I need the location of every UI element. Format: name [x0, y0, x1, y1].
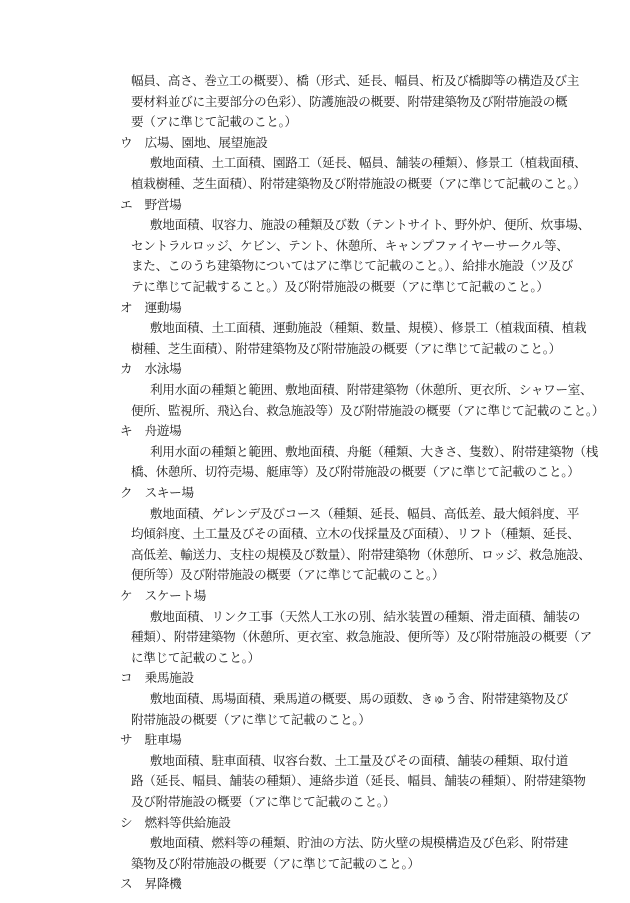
text-line: 及び附帯施設の概要（アに準じて記載のこと。） — [131, 794, 396, 809]
text-line: 橋、休憩所、切符売場、艇庫等）及び附帯施設の概要（アに準じて記載のこと。） — [131, 464, 580, 480]
section-heading: シ 燃料等供給施設 — [120, 814, 231, 830]
section-heading: エ 野営場 — [120, 196, 182, 212]
section-heading: ス 昇降機 — [120, 876, 182, 892]
text-line: また、このうち建築物についてはアに準じて記載のこと。）、給排水施設（ツ及び — [131, 258, 574, 274]
text-line: 附帯施設の概要（アに準じて記載のこと。） — [131, 711, 371, 727]
text-line: 便所等）及び附帯施設の概要（アに準じて記載のこと。） — [131, 567, 445, 583]
text-line: 高低差、輸送力、支柱の規模及び数量）、附帯建築物（休憩所、ロッジ、救急施設、 — [131, 546, 591, 562]
text-line: 敷地面積、駐車面積、収容台数、土工量及びその面積、舗装の種類、取付道 — [150, 752, 568, 768]
text-line: 敷地面積、ゲレンデ及びコース（種類、延長、幅員、高低差、最大傾斜度、平 — [150, 505, 580, 521]
text-line: 築物及び附帯施設の概要（アに準じて記載のこと。） — [131, 855, 420, 871]
text-line: セントラルロッジ、ケビン、テント、休憩所、キャンプファイヤーサークル等、 — [131, 237, 569, 253]
text-line: 敷地面積、馬場面積、乗馬道の概要、馬の頭数、きゅう舎、附帯建築物及び — [150, 691, 568, 706]
text-line: 敷地面積、土工面積、園路工（延長、幅員、舗装の種類）、修景工（植栽面積、 — [150, 155, 587, 171]
text-line: 均傾斜度、土工量及びその面積、立木の伐採量及び面積）、リフト（種類、延長、 — [131, 526, 580, 542]
section-heading: サ 駐車場 — [120, 732, 182, 748]
text-line: 種類）、附帯建築物（休憩所、更衣室、救急施設、便所等）及び附帯施設の概要（ア — [131, 629, 592, 645]
text-line: 要材料並びに主要部分の色彩）、防護施設の概要、附帯建築物及び附帯施設の概 — [131, 93, 568, 109]
section-heading: コ 乗馬施設 — [120, 670, 194, 686]
text-line: 利用水面の種類と範囲、敷地面積、附帯建築物（休憩所、更衣所、シャワー室、 — [150, 382, 593, 397]
text-line: 路（延長、幅員、舗装の種類）、連絡歩道（延長、幅員、舗装の種類）、附帯建築物 — [131, 773, 586, 789]
section-heading: オ 運動場 — [120, 299, 182, 315]
text-line: 便所、監視所、飛込台、救急施設等）及び附帯施設の概要（アに準じて記載のこと。） — [131, 402, 605, 418]
text-line: に準じて記載のこと。） — [131, 649, 260, 665]
text-line: 幅員、高さ、巻立工の概要）、橋（形式、延長、幅員、桁及び橋脚等の構造及び主 — [131, 73, 580, 88]
section-heading: ク スキー場 — [120, 485, 194, 500]
section-heading: カ 水泳場 — [120, 361, 182, 377]
text-line: 敷地面積、収容力、施設の種類及び数（テントサイト、野外炉、便所、炊事場、 — [150, 217, 590, 233]
text-line: 要（アに準じて記載のこと。） — [131, 114, 297, 130]
text-line: 利用水面の種類と範囲、敷地面積、舟艇（種類、大きさ、隻数）、附帯建築物（桟 — [150, 443, 599, 459]
text-line: 敷地面積、リンク工事（天然人工氷の別、結氷装置の種類、滑走面積、舗装の — [150, 608, 581, 624]
text-line: 敷地面積、土工面積、運動施設（種類、数量、規模）、修景工（植栽面積、植栽 — [150, 320, 587, 336]
section-heading: ウ 広場、園地、展望施設 — [120, 134, 268, 150]
text-line: 樹種、芝生面積）、附帯建築物及び附帯施設の概要（アに準じて記載のこと。） — [131, 340, 561, 356]
text-line: 植栽樹種、芝生面積）、附帯建築物及び附帯施設の概要（アに準じて記載のこと。） — [131, 176, 586, 191]
section-heading: キ 舟遊場 — [120, 423, 182, 439]
text-line: 敷地面積、燃料等の種類、貯油の方法、防火壁の規模構造及び色彩、附帯建 — [150, 835, 568, 851]
text-line: テに準じて記載すること。）及び附帯施設の概要（アに準じて記載のこと。） — [131, 279, 549, 294]
section-heading: ケ スケート場 — [120, 588, 207, 603]
